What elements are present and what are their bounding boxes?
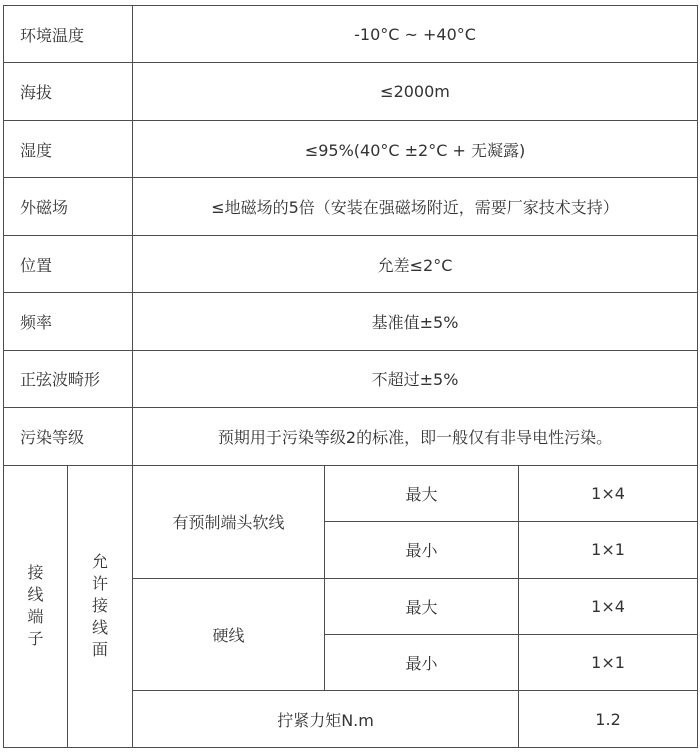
wire-section-label: 允 许 接 线 面 — [68, 465, 133, 747]
spec-value: 基准值±5% — [133, 293, 698, 350]
spec-table — [3, 5, 698, 748]
spec-value: 预期用于污染等级2的标准，即一般仅有非导电性污染。 — [133, 408, 698, 465]
max-value: 1×4 — [519, 578, 698, 634]
spec-label: 位置 — [4, 235, 133, 292]
spec-label: 正弦波畸形 — [4, 350, 133, 407]
torque-label: 拧紧力矩N.m — [133, 691, 519, 748]
spec-label: 外磁场 — [4, 178, 133, 235]
spec-row-frequency — [4, 293, 698, 350]
min-label: 最小 — [325, 634, 519, 690]
terminal-group-label: 接 线 端 子 — [4, 465, 68, 747]
max-label: 最大 — [325, 578, 519, 634]
spec-row-sine-distortion — [4, 350, 698, 407]
spec-row-magnetic-field — [4, 178, 698, 235]
spec-value: ≤2000m — [133, 63, 698, 120]
spec-label: 海拔 — [4, 63, 133, 120]
flexible-wire-label: 有预制端头软线 — [133, 465, 325, 578]
min-label: 最小 — [325, 522, 519, 578]
spec-label: 环境温度 — [4, 6, 133, 63]
spec-label: 湿度 — [4, 120, 133, 177]
max-value: 1×4 — [519, 465, 698, 521]
spec-row-humidity — [4, 120, 698, 177]
spec-label: 频率 — [4, 293, 133, 350]
spec-row-temperature — [4, 6, 698, 63]
spec-value: 不超过±5% — [133, 350, 698, 407]
spec-row-position — [4, 235, 698, 292]
spec-value: ≤95%(40°C ±2°C + 无凝露) — [133, 120, 698, 177]
spec-value: 允差≤2°C — [133, 235, 698, 292]
spec-label: 污染等级 — [4, 408, 133, 465]
max-label: 最大 — [325, 465, 519, 521]
min-value: 1×1 — [519, 522, 698, 578]
torque-value: 1.2 — [519, 691, 698, 748]
solid-wire-label: 硬线 — [133, 578, 325, 691]
spec-row-pollution-level — [4, 408, 698, 465]
spec-value: -10°C ~ +40°C — [133, 6, 698, 63]
terminal-row-flexible-max — [4, 465, 698, 521]
spec-value: ≤地磁场的5倍（安装在强磁场附近，需要厂家技术支持） — [133, 178, 698, 235]
min-value: 1×1 — [519, 634, 698, 690]
spec-row-altitude — [4, 63, 698, 120]
